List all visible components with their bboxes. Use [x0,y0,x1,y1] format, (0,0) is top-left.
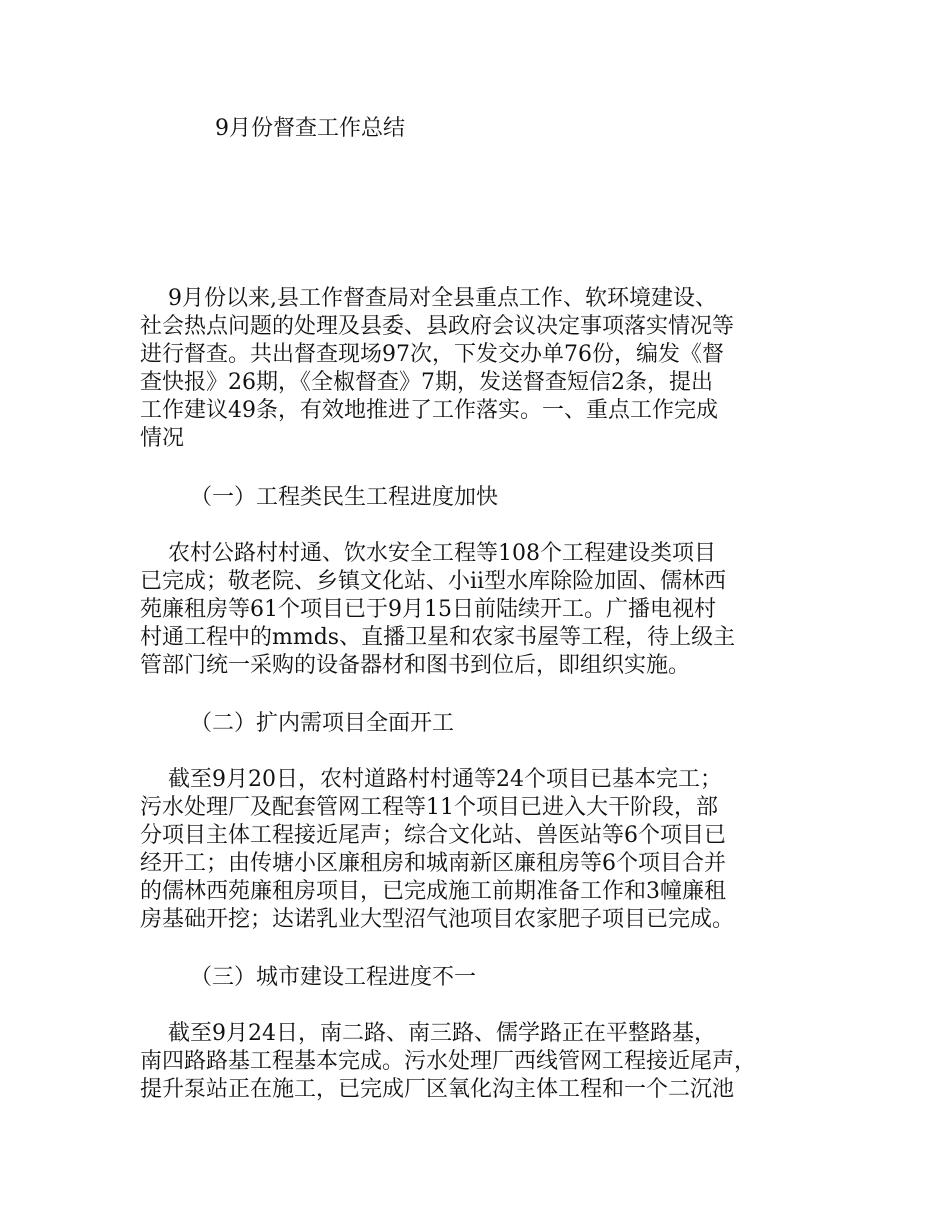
section3-line: 提升泵站正在施工，已完成厂区氧化沟主体工程和一个二沉池 [140,1077,735,1102]
intro-line: 进行督查。共出督查现场97次，下发交办单76份，编发《督 [140,342,724,367]
intro-line: 查快报》26期，《全椒督查》7期，发送督查短信2条，提出 [140,370,713,395]
section1-heading: （一）工程类民生工程进度加快 [190,485,499,510]
section3-heading: （三）城市建设工程进度不一 [190,965,477,990]
intro-line: 9月份以来,县工作督查局对全县重点工作、软环境建设、 [140,286,717,311]
section3-line: 南四路路基工程基本完成。污水处理厂西线管网工程接近尾声， [140,1049,757,1074]
section1-line: 村通工程中的mmds、直播卫星和农家书屋等工程，待上级主 [140,625,736,650]
section2-line: 的儒林西苑廉租房项目，已完成施工前期准备工作和3幢廉租 [140,879,726,904]
section3-line: 截至9月24日，南二路、南三路、儒学路正在平整路基， [140,1021,716,1046]
section2-heading: （二）扩内需项目全面开工 [190,711,455,736]
intro-line: 情况 [140,426,185,451]
intro-paragraph [140,285,830,453]
section3-paragraph [140,1020,830,1104]
section1-line: 农村公路村村通、饮水安全工程等108个工程建设类项目 [140,541,716,566]
section2-line: 经开工；由传塘小区廉租房和城南新区廉租房等6个项目合并 [140,851,726,876]
section1-paragraph [140,540,830,680]
section1-line: 管部门统一采购的设备器材和图书到位后，即组织实施。 [140,653,691,678]
section2-line: 污水处理厂及配套管网工程等11个项目已进入大干阶段，部 [140,795,718,820]
section2-paragraph [140,766,830,934]
section2-line: 分项目主体工程接近尾声；综合文化站、兽医站等6个项目已 [140,823,726,848]
document-title: 9月份督查工作总结 [215,116,405,141]
intro-line: 社会热点问题的处理及县委、县政府会议决定事项落实情况等 [140,314,735,339]
intro-line: 工作建议49条，有效地推进了工作落实。一、重点工作完成 [140,398,718,423]
section1-line: 已完成；敬老院、乡镇文化站、小ii型水库除险加固、儒林西 [140,569,727,594]
section1-line: 苑廉租房等61个项目已于9月15日前陆续开工。广播电视村 [140,597,716,622]
section2-line: 截至9月20日，农村道路村村通等24个项目已基本完工； [140,767,722,792]
section2-line: 房基础开挖；达诺乳业大型沼气池项目农家肥子项目已完成。 [140,907,735,932]
